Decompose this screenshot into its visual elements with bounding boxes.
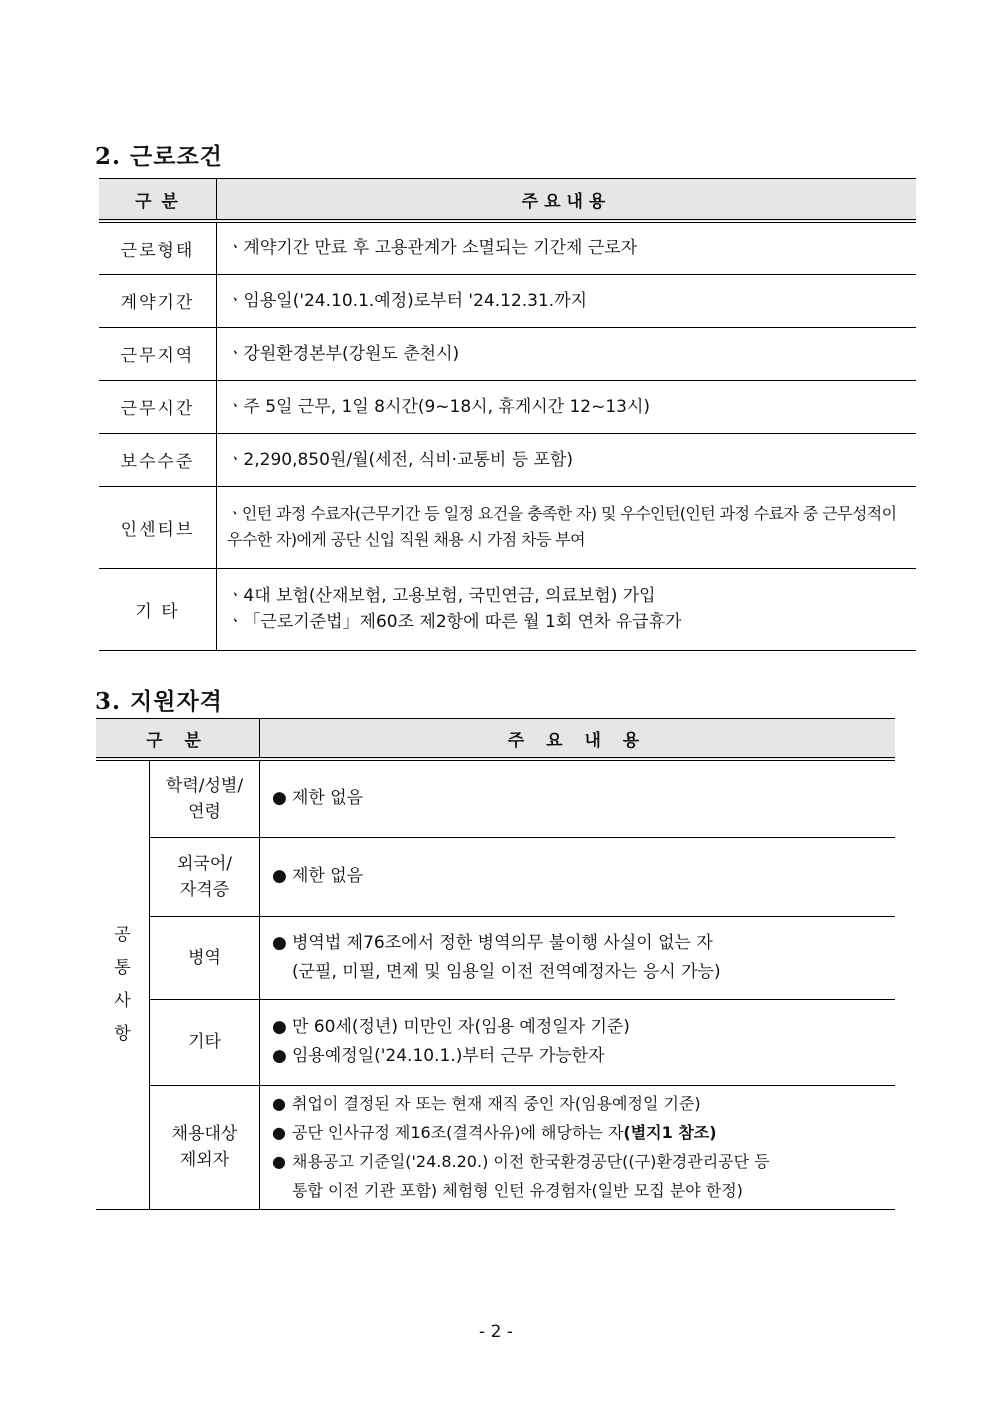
section-title-qualifications: 3. 지원자격 — [95, 688, 223, 715]
table-row — [99, 274, 916, 327]
table-header-row — [96, 719, 895, 760]
row-text: ㆍ인턴 과정 수료자(근무기간 등 일정 요건을 충족한 자) 및 우수인턴(인턴 과정 수료자 중 근무성적이 우수한 자)에게 공단 신입 직원 채용 시 가점 차등 부여 — [227, 504, 897, 549]
row-label: 병역 — [150, 916, 260, 999]
bullet-icon: ● — [272, 1094, 286, 1113]
header-category: 구 분 — [99, 179, 217, 222]
bullet-icon: ● — [272, 1123, 286, 1142]
row-label: 기 타 — [99, 568, 217, 650]
list-item: ● 만 60세(정년) 미만인 자(임용 예정일자 기준) — [272, 1013, 895, 1042]
table-row — [96, 759, 895, 837]
row-text: ㆍ강원환경본부(강원도 춘천시) — [227, 343, 460, 364]
table-row — [99, 327, 916, 380]
bullet-icon: ● — [272, 866, 287, 886]
list-item: ● 병역법 제76조에서 정한 병역의무 불이행 사실이 없는 자 — [272, 929, 895, 958]
row-text: ㆍ계약기간 만료 후 고용관계가 소멸되는 기간제 근로자 — [227, 238, 638, 259]
list-item: ● 제한 없음 — [272, 784, 895, 813]
list-item: ● 취업이 결정된 자 또는 현재 재직 중인 자(임용예정일 기준) — [272, 1089, 895, 1118]
table-row — [99, 433, 916, 486]
row-label: 기타 — [150, 999, 260, 1085]
row-label: 근무지역 — [99, 327, 217, 380]
list-item-continued: 통합 이전 기관 포함) 체험형 인턴 유경험자(일반 모집 분야 한정) — [292, 1181, 743, 1200]
appendix-reference: (별지1 참조) — [623, 1123, 717, 1142]
table-row — [96, 916, 895, 999]
qualifications-table — [96, 718, 895, 1210]
list-item: ● 채용공고 기준일('24.8.20.) 이전 한국환경공단((구)환경관리공단 등 — [272, 1147, 895, 1176]
table-row — [96, 1085, 895, 1209]
table-row — [96, 999, 895, 1085]
list-item: ● 임용예정일('24.10.1.)부터 근무 가능한자 — [272, 1042, 895, 1071]
page-number: - 2 - — [479, 1322, 513, 1342]
header-category: 구 분 — [96, 719, 260, 760]
bullet-icon: ● — [272, 932, 287, 953]
bullet-icon: ● — [272, 1152, 286, 1171]
section-title-working-conditions: 2. 근로조건 — [95, 143, 223, 170]
table-row — [99, 380, 916, 433]
list-item: ● 공단 인사규정 제16조(결격사유)에 해당하는 자(별지1 참조) — [272, 1118, 895, 1147]
row-label: 인센티브 — [99, 486, 217, 568]
row-text: ㆍ주 5일 근무, 1일 8시간(9~18시, 휴게시간 12~13시) — [227, 396, 651, 417]
row-text: ㆍ4대 보험(산재보험, 고용보험, 국민연금, 의료보험) 가입 — [227, 586, 656, 606]
row-label: 외국어/ 자격증 — [150, 837, 260, 916]
bullet-icon: ● — [272, 1046, 287, 1066]
row-label: 학력/성별/ 연령 — [150, 759, 260, 837]
bullet-icon: ● — [272, 1017, 287, 1037]
table-header-row — [99, 179, 916, 222]
row-label: 근무시간 — [99, 380, 217, 433]
row-text: ㆍ2,290,850원/월(세전, 식비·교통비 등 포함) — [227, 449, 574, 470]
table-row — [99, 486, 916, 568]
row-label: 계약기간 — [99, 274, 217, 327]
list-item: ● 제한 없음 — [272, 862, 895, 891]
row-text: ㆍ「근로기준법」제60조 제2항에 따른 월 1회 연차 유급휴가 — [227, 612, 682, 632]
row-text: ㆍ임용일('24.10.1.예정)로부터 '24.12.31.까지 — [227, 290, 588, 311]
table-row — [99, 568, 916, 650]
list-item-continued: (군필, 미필, 면제 및 임용일 이전 전역예정자는 응시 가능) — [292, 961, 721, 982]
working-conditions-table — [99, 178, 916, 651]
table-row — [99, 221, 916, 274]
header-content: 주 요 내 용 — [260, 719, 896, 760]
row-label: 보수수준 — [99, 433, 217, 486]
group-label: 공 통 사 항 — [96, 759, 150, 1209]
header-content: 주요내용 — [217, 179, 917, 222]
row-label: 채용대상 제외자 — [150, 1085, 260, 1209]
table-row — [96, 837, 895, 916]
row-label: 근로형태 — [99, 221, 217, 274]
bullet-icon: ● — [272, 788, 287, 809]
